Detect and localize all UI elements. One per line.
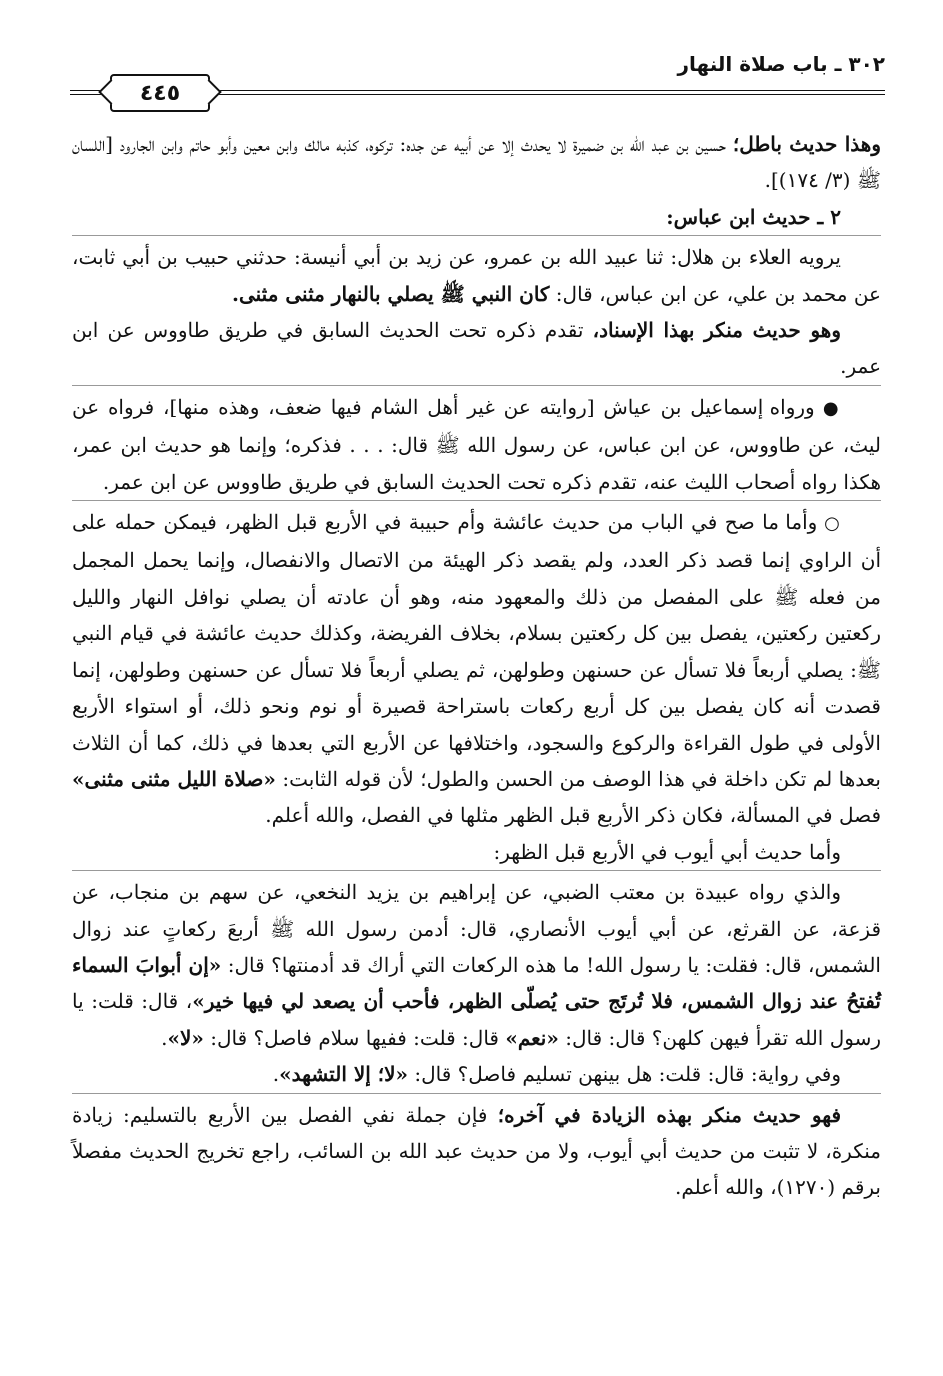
paragraph-3 xyxy=(72,235,881,312)
paragraph-6-text-1: وأما ما صح في الباب من حديث عائشة وأم حبيبة في الأربع قبل الظهر، فيمكن حمله على أن الراوي إنما قصد ذكر العدد، ولم يقصد ذكر الهيئة من الاتصال والانفصال، وإنما يحمل المجمل من فعله ﷺ على المفصل من ذلك والمعهود منه، وهو أن عادته أن يصلي نوافل النهار والليل ركعتين ركعتين، يفصل بين كل ركعتين بسلام، بخلاف الفريضة، وكذلك حديث عائشة في قيام النبي ﷺ: يصلي أربعاً فلا تسأل عن حسنهن وطولهن، ثم يصلي أربعاً فلا تسأل عن حسنهن وطولهن، إنما قصدت أنه كان يفصل بين كل أربع ركعات باستراحة قصيرة أو نوم ونحو ذلك، أو استواء الأربع الأولى في طول القراءة والركوع والسجود، واختلافها عن الأربع التي بعدها في ذلك، كما أن الثلاث بعدها لم تكن داخلة في هذا الوصف من الحسن والطول؛ لأن قوله الثابت: xyxy=(72,510,881,791)
paragraph-9-text-1: وفي رواية: قال: قلت: هل بينهن تسليم فاصل؟ قال: xyxy=(408,1062,841,1087)
paragraph-10 xyxy=(72,1093,881,1206)
paragraph-8-text-1: والذي رواه عبيدة بن معتب الضبي، عن إبراهيم بن يزيد النخعي، عن سهم بن منجاب، عن قزعة، عن القرثع، عن أبي أيوب الأنصاري، قال: أدمن رسول الله ﷺ أربعَ ركعاتٍ عند زوال الشمس، قال: فقلت: يا رسول الله! ما هذه الركعات التي أراك قد أدمنتها؟ قال: xyxy=(72,880,882,977)
paragraph-10-bold: فهو حديث منكر بهذه الزيادة في آخره؛ xyxy=(497,1102,842,1127)
paragraph-3-bold: كان النبي ﷺ يصلي بالنهار مثنى مثنى. xyxy=(231,281,550,306)
paragraph-7-text: وأما حديث أبي أيوب في الأربع قبل الظهر: xyxy=(493,839,841,864)
paragraph-8-bold-2: «نعم» xyxy=(505,1025,559,1050)
paragraph-8-text-2: ، قال: قلت: يا رسول الله تقرأ فيهن كلهن؟ قال: قال: xyxy=(72,989,881,1050)
paragraph-9-text-2: . xyxy=(272,1062,280,1087)
page-header xyxy=(70,50,885,106)
hollow-bullet-icon: ○ xyxy=(817,513,841,535)
paragraph-6 xyxy=(72,500,881,834)
paragraph-1 xyxy=(72,126,881,199)
paragraph-1-text: حسين بن عبد الله بن ضميرة لا يحدث إلا عن أبيه عن جده: تركوه، كذبه مالك وابن معين وأبو حاتم وابن الجارود [اللسان ﷺ (٣/ ١٧٤)]. xyxy=(72,132,881,193)
paragraph-8-bold-3: «لا» xyxy=(167,1025,204,1050)
section-heading-ibn-abbas xyxy=(72,199,881,235)
body-text xyxy=(72,126,881,1206)
paragraph-5 xyxy=(72,385,881,500)
paragraph-4-bold: وهو حديث منكر بهذا الإسناد، xyxy=(592,318,841,343)
paragraph-4 xyxy=(72,312,881,385)
paragraph-8-text-4: . xyxy=(161,1025,168,1050)
paragraph-4-text: تقدم ذكره تحت الحديث السابق في طريق طاووس عن ابن عمر. xyxy=(72,318,881,379)
paragraph-9-bold: «لا؛ إلا التشهد» xyxy=(279,1062,409,1087)
paragraph-6-bold: «صلاة الليل مثنى مثنى» xyxy=(72,766,276,791)
paragraph-1-bold: وهذا حديث باطل؛ xyxy=(732,132,881,156)
page-number: ٤٤٥ xyxy=(139,80,181,106)
paragraph-8-text-3: قال: قلت: ففيها سلام فاصل؟ قال: xyxy=(203,1025,506,1050)
paragraph-8 xyxy=(72,870,881,1056)
paragraph-5-text: ورواه إسماعيل بن عياش [روايته عن غير أهل الشام فيها ضعف، وهذه منها]، فرواه عن ليث، عن طاووس، عن ابن عباس، عن رسول الله ﷺ قال: . . . فذكره؛ وإنما هو حديث ابن عمر، هكذا رواه أصحاب الليث عنه، تقدم ذكره تحت الحديث السابق في طريق طاووس عن ابن عمر. xyxy=(72,394,881,494)
chapter-title: ٣٠٢ ـ باب صلاة النهار xyxy=(677,52,885,76)
paragraph-7 xyxy=(72,834,881,870)
page-number-frame xyxy=(110,74,210,112)
paragraph-10-text: فإن جملة نفي الفصل بين الأربع بالتسليم: زيادة منكرة، لا تثبت من حديث أبي أيوب، ولا من حديث عبد الله بن السائب، راجع تخريج الحديث مفصلاً برقم (١٢٧٠)، والله أعلم. xyxy=(72,1102,882,1200)
paragraph-8-bold-1: «إن أبوابَ السماء تُفتحُ عند زوال الشمس، فلا تُرتَج حتى يُصلّى الظهر، فأحب أن يصعد لي فيها خير» xyxy=(72,952,881,1014)
paragraph-6-text-2: فصل في المسألة، فكان ذكر الأربع قبل الظهر مثلها في الفصل، والله أعلم. xyxy=(265,803,881,828)
filled-bullet-icon: ● xyxy=(814,397,842,419)
section-heading-text: ٢ ـ حديث ابن عباس: xyxy=(666,204,841,229)
paragraph-3-text: يرويه العلاء بن هلال: ثنا عبيد الله بن عمرو، عن زيد بن أبي أنيسة: حدثني حبيب بن أبي ثابت، عن محمد بن علي، عن ابن عباس، قال: xyxy=(72,245,881,306)
paragraph-9 xyxy=(72,1056,881,1092)
